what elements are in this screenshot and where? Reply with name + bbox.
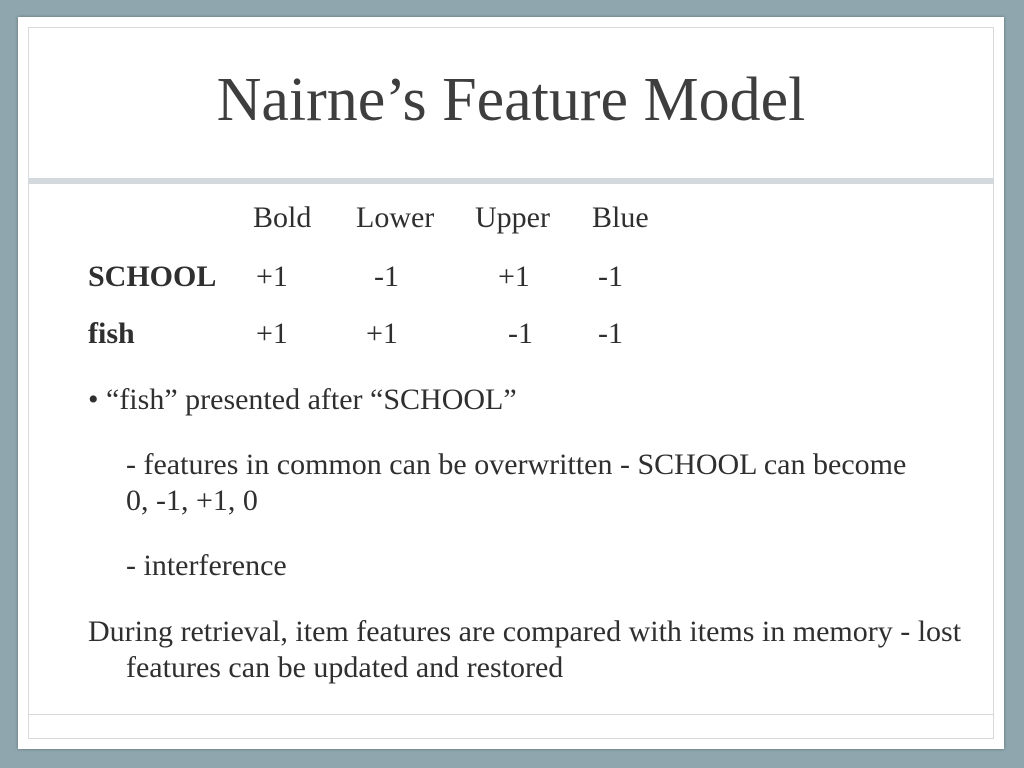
frame-top-line — [28, 27, 994, 28]
frame-footer-line — [28, 714, 994, 715]
conclusion-paragraph: During retrieval, item features are compared with items in memory - lost features can be updated and restored — [88, 615, 962, 684]
sub-point-overwrite: - features in common can be overwritten - SCHOOL can become 0, -1, +1, 0 — [126, 448, 907, 517]
slide-title: Nairne’s Feature Model — [216, 66, 806, 134]
bullet-point: • “fish” presented after “SCHOOL” — [88, 383, 517, 416]
table-header-bold: Bold — [253, 201, 312, 234]
frame-bottom-line — [28, 738, 994, 739]
slide — [18, 17, 1004, 749]
table-cell: -1 — [598, 317, 623, 350]
sub-point-interference: - interference — [126, 549, 287, 582]
table-cell: +1 — [256, 317, 288, 350]
table-header-lower: Lower — [356, 201, 435, 234]
table-cell: -1 — [374, 260, 399, 293]
title-divider — [28, 178, 994, 184]
table-cell: +1 — [366, 317, 398, 350]
row-label-fish: fish — [88, 317, 135, 350]
row-label-school: SCHOOL — [88, 260, 217, 293]
table-cell: -1 — [598, 260, 623, 293]
table-header-upper: Upper — [475, 201, 550, 234]
table-cell: +1 — [256, 260, 288, 293]
table-cell: +1 — [498, 260, 530, 293]
table-header-blue: Blue — [592, 201, 649, 234]
table-cell: -1 — [508, 317, 533, 350]
